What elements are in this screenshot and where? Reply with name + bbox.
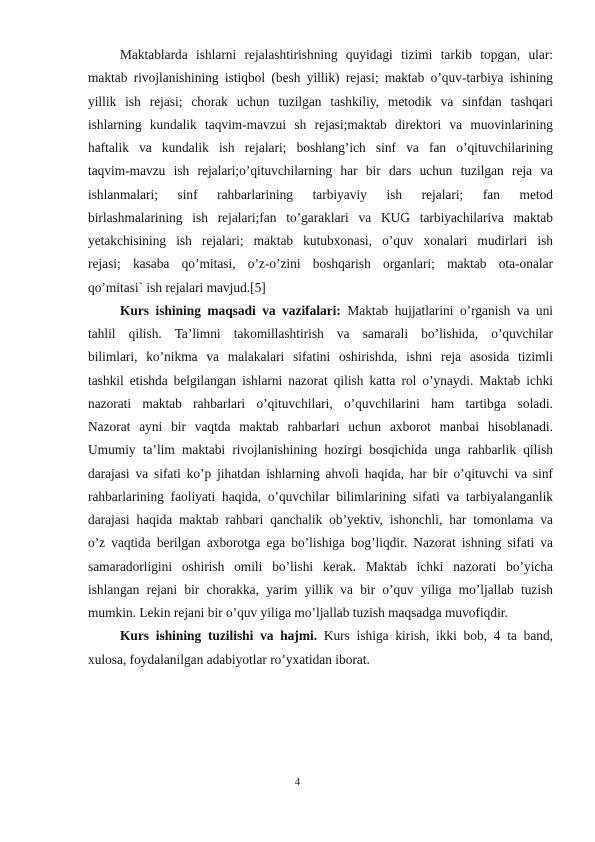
paragraph-2-line-3: bilimlari, ko’nikma va malakalari sifatini oshirishda, ishni reja asosida tizimli [88, 349, 553, 365]
paragraph-1-line-8: birlashmalarining ish rejalari;fan to’garaklari va KUG tarbiyachilariva maktab [88, 209, 553, 225]
paragraph-1-line-6: taqvim-mavzu ish rejalari;o’qituvchilarning har bir dars uchun tuzilgan reja va [88, 163, 553, 179]
paragraph-2-line-8: darajasi va sifati ko’p jihatdan ishlarning ahvoli haqida, har bir o’qituvchi va sinf [88, 465, 553, 481]
body-text [88, 43, 553, 671]
paragraph-2-line-6: Nazorat ayni bir vaqtda maktab rahbarlari uchun axborot manbai hisoblanadi. [88, 419, 553, 434]
paragraph-2-line-4: tashkil etishda belgilangan ishlarni nazorat qilish katta rol o’ynaydi. Maktab ichki [88, 372, 553, 388]
paragraph-1-line-10: rejasi; kasaba qo’mitasi, o’z-o’zini boshqarish organlari; maktab ota-onalar [88, 256, 553, 272]
paragraph-2-line-10: darajasi haqida maktab rahbari qanchalik ob’yektiv, ishonchli, har tomonlama va [88, 512, 553, 527]
paragraph-2-line-1 [88, 299, 553, 322]
paragraph-1-line-7: ishlanmalari; sinf rahbarlarining tarbiyaviy ish rejalari; fan metod [88, 186, 553, 202]
paragraph-3-line-1-text: Kurs ishiga kirish, ikki bob, 4 ta band, [317, 628, 553, 644]
page-number: 4 [294, 776, 301, 788]
paragraph-1-line-3: yillik ish rejasi; chorak uchun tuzilgan tashkiliy, metodik va sinfdan tashqari [88, 93, 553, 109]
paragraph-2-line-7: Umumiy ta’lim maktabi rivojlanishining hozirgi bosqichida unga rahbarlik qilish [88, 442, 553, 458]
paragraph-1-line-2: maktab rivojlanishining istiqbol (besh yillik) rejasi; maktab o’quv-tarbiya ishining [88, 70, 553, 86]
paragraph-2-line-5: nazorati maktab rahbarlari o’qituvchilari, o’quvchilarini ham tartibga soladi. [88, 395, 553, 411]
paragraph-2-heading: Kurs ishining maqsadi va vazifalari: [120, 302, 341, 318]
paragraph-3-line-2: xulosa, foydalanilgan adabiyotlar ro’yxatidan iborat. [88, 651, 370, 667]
paragraph-1-line-1: Maktablarda ishlarni rejalashtirishning quyidagi tizimi tarkib topgan, ular: [120, 47, 553, 62]
paragraph-2-line-2: tahlil qilish. Ta’limni takomillashtirish va samarali bo’lishida, o’quvchilar [88, 326, 553, 341]
paragraph-3-line-1 [88, 624, 553, 647]
paragraph-2-line-13: ishlangan rejani bir chorakka, yarim yillik va bir o’quv yiliga mo’ljallab tuzish [88, 581, 553, 597]
paragraph-2-line-14: mumkin. Lekin rejani bir o’quv yiliga mo’ljallab tuzish maqsadga muvofiqdir. [88, 605, 508, 620]
paragraph-2-line-1-text: Maktab hujjatlarini o’rganish va uni [340, 302, 553, 318]
paragraph-1-line-5: haftalik va kundalik ish rejalari; boshlang’ich sinf va fan o’qituvchilarining [88, 140, 553, 155]
paragraph-2-line-12: samaradorligini oshirish omili bo’lishi kerak. Maktab ichki nazorati bo’yicha [88, 558, 553, 574]
paragraph-2-line-11: o’z vaqtida berilgan axborotga ega bo’lishiga bog’liqdir. Nazorat ishning sifati va [88, 535, 553, 551]
paragraph-3-heading: Kurs ishining tuzilishi va hajmi. [120, 628, 318, 644]
paragraph-2-line-9: rahbarlarining faoliyati haqida, o’quvchilar bilimlarining sifati va tarbiyalanganlik [88, 488, 553, 504]
paragraph-1-line-9: yetakchisining ish rejalari; maktab kutubxonasi, o’quv xonalari mudirlari ish [88, 233, 553, 248]
paragraph-1-line-11: qo’mitasi` ish rejalari mavjud.[5] [88, 279, 266, 295]
paragraph-1-line-4: ishlarning kundalik taqvim-mavzui sh rejasi;maktab direktori va muovinlarining [88, 116, 553, 132]
